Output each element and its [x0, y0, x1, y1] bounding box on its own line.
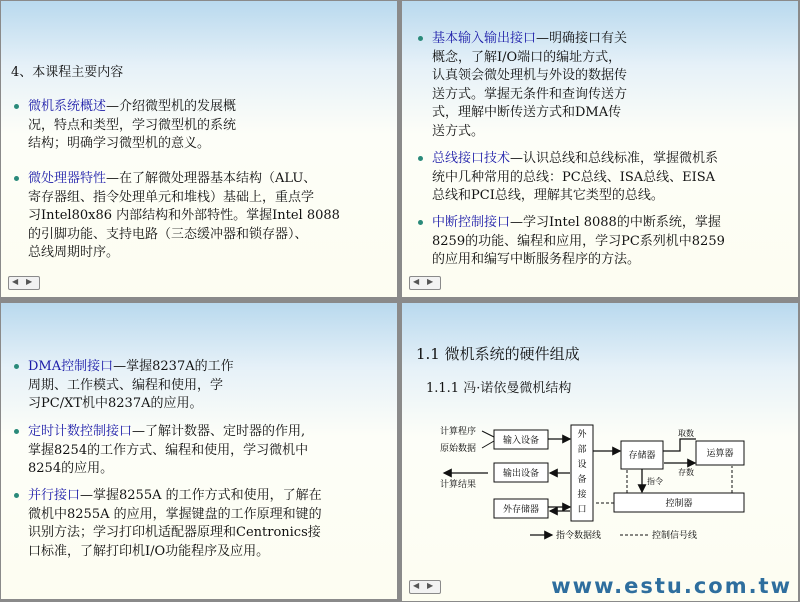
slide-nav-button[interactable] — [409, 276, 441, 290]
svg-text:备: 备 — [577, 475, 587, 485]
bullet-icon — [14, 104, 19, 109]
item-line: —认识总线和总线标准，掌握微机系 — [510, 151, 719, 166]
label-results: 计算结果 — [440, 480, 477, 490]
list-item — [28, 487, 393, 561]
list-item — [432, 150, 794, 206]
instruction-label: 指令 — [647, 477, 663, 486]
next-icon[interactable]: ▶ — [427, 277, 434, 286]
list-item — [28, 358, 328, 414]
bullet-icon — [14, 493, 19, 498]
fetch-label: 取数 — [678, 429, 694, 438]
item-line: 的应用和编写中断服务程序的方法。 — [432, 252, 641, 267]
item-line: —了解计数器、定时器的作用, — [132, 424, 306, 439]
item-line: 8259的功能、编程和应用，学习PC系列机中8259 — [432, 233, 725, 249]
svg-text:部: 部 — [577, 445, 587, 455]
item-title: 微机系统概述 — [28, 99, 107, 114]
svg-text:外: 外 — [577, 430, 587, 440]
item-line: 送方式。 — [432, 123, 485, 139]
item-line: 统中几种常用的总线：PC总线、ISA总线、EISA — [432, 169, 716, 185]
memory-label: 存储器 — [628, 451, 656, 461]
fetch-line — [663, 439, 696, 451]
item-title: DMA控制接口 — [28, 359, 114, 374]
item-line: —在了解微处理器基本结构（ALU、 — [106, 171, 317, 186]
item-line: 识别方法；学习打印机适配器原理和Centronics接 — [28, 525, 321, 540]
item-title: 定时计数控制接口 — [28, 424, 133, 439]
item-title: 微处理器特性 — [28, 171, 107, 186]
list-item — [432, 214, 794, 270]
item-line: —介绍微型机的发展概 — [106, 99, 237, 114]
alu-label: 运算器 — [706, 449, 734, 459]
input-device-label: 输入设备 — [502, 436, 540, 446]
bullet-icon — [418, 36, 423, 41]
item-line: 周期、工作模式、编程和使用，学 — [28, 377, 224, 393]
next-icon[interactable]: ▶ — [427, 581, 434, 590]
store-label: 存数 — [678, 468, 694, 477]
item-line: —学习Intel 8088的中断系统，掌握 — [510, 215, 721, 230]
list-item — [28, 423, 390, 479]
prev-icon[interactable]: ◀ — [413, 277, 420, 286]
item-line: 习PC/XT机中8237A的应用。 — [28, 396, 203, 411]
item-line: 8254的应用。 — [28, 461, 114, 476]
item-title: 基本输入输出接口 — [432, 31, 537, 46]
item-line: 口标准，了解打印机I/O功能程序及应用。 — [28, 543, 270, 559]
item-line: 微机中8255A 的应用，掌握键盘的工作原理和键的 — [28, 506, 322, 522]
item-line: 式，理解中断传送方式和DMA传 — [432, 105, 622, 120]
slide-4 — [402, 303, 798, 601]
legend-data-label: 指令数据线 — [556, 531, 602, 541]
watermark: www.estu.com.tw — [551, 574, 792, 598]
svg-text:接: 接 — [577, 490, 587, 500]
label-program: 计算程序 — [440, 427, 477, 437]
external-storage-label: 外存储器 — [502, 505, 540, 515]
list-item — [28, 170, 393, 263]
svg-text:口: 口 — [577, 505, 587, 515]
item-line: 习Intel80x86 内部结构和外部特性。掌握Intel 8088 — [28, 208, 340, 223]
bullet-icon — [418, 220, 423, 225]
connector-line — [482, 441, 494, 448]
legend-control-label: 控制信号线 — [652, 531, 698, 541]
svg-text:设: 设 — [577, 460, 587, 470]
item-line: 送方式。掌握无条件和查询传送方 — [432, 86, 628, 102]
slide-3 — [1, 303, 397, 599]
item-line: 结构；明确学习微型机的意义。 — [28, 136, 211, 151]
output-device-label: 输出设备 — [502, 469, 540, 479]
bullet-icon — [14, 364, 19, 369]
list-item — [432, 30, 712, 141]
von-neumann-diagram — [402, 411, 798, 571]
item-line: 掌握8254的工作方式、编程和使用，学习微机中 — [28, 442, 309, 458]
course-contents-heading: 4、本课程主要内容 — [11, 65, 124, 80]
slide-nav-button[interactable] — [409, 580, 441, 594]
subsection-title: 1.1.1 冯·诺依曼微机结构 — [426, 381, 572, 396]
item-title: 中断控制接口 — [432, 215, 511, 230]
item-line: —掌握8237A的工作 — [113, 359, 234, 374]
bullet-icon — [14, 429, 19, 434]
label-raw-data: 原始数据 — [440, 444, 477, 454]
item-title: 并行接口 — [28, 488, 81, 503]
prev-icon[interactable]: ◀ — [12, 277, 19, 286]
section-title: 1.1 微机系统的硬件组成 — [416, 345, 580, 363]
item-title: 总线接口技术 — [432, 151, 511, 166]
item-line: 总线和PCI总线，理解其它类型的总线。 — [432, 188, 664, 203]
prev-icon[interactable]: ◀ — [413, 581, 420, 590]
slide-2 — [402, 1, 798, 297]
item-line: 概念，了解I/O端口的编址方式， — [432, 49, 622, 65]
bullet-icon — [418, 156, 423, 161]
item-line: —明确接口有关 — [536, 31, 628, 46]
slide-nav-button[interactable] — [8, 276, 40, 290]
connector-line — [482, 431, 494, 437]
next-icon[interactable]: ▶ — [26, 277, 33, 286]
item-line: 况，特点和类型，学习微型机的系统 — [28, 117, 237, 133]
list-item — [28, 98, 388, 154]
item-line: —掌握8255A 的工作方式和使用，了解在 — [80, 488, 322, 503]
item-line: 总线周期时序。 — [28, 245, 120, 260]
item-line: 的引脚功能、支持电路（三态缓冲器和锁存器）、 — [28, 226, 308, 242]
slide-1 — [1, 1, 397, 297]
bullet-icon — [14, 176, 19, 181]
item-line: 寄存器组、指令处理单元和堆栈）基础上，重点学 — [28, 189, 315, 205]
item-line: 认真领会微处理机与外设的数据传 — [432, 68, 628, 83]
controller-label: 控制器 — [665, 499, 693, 509]
